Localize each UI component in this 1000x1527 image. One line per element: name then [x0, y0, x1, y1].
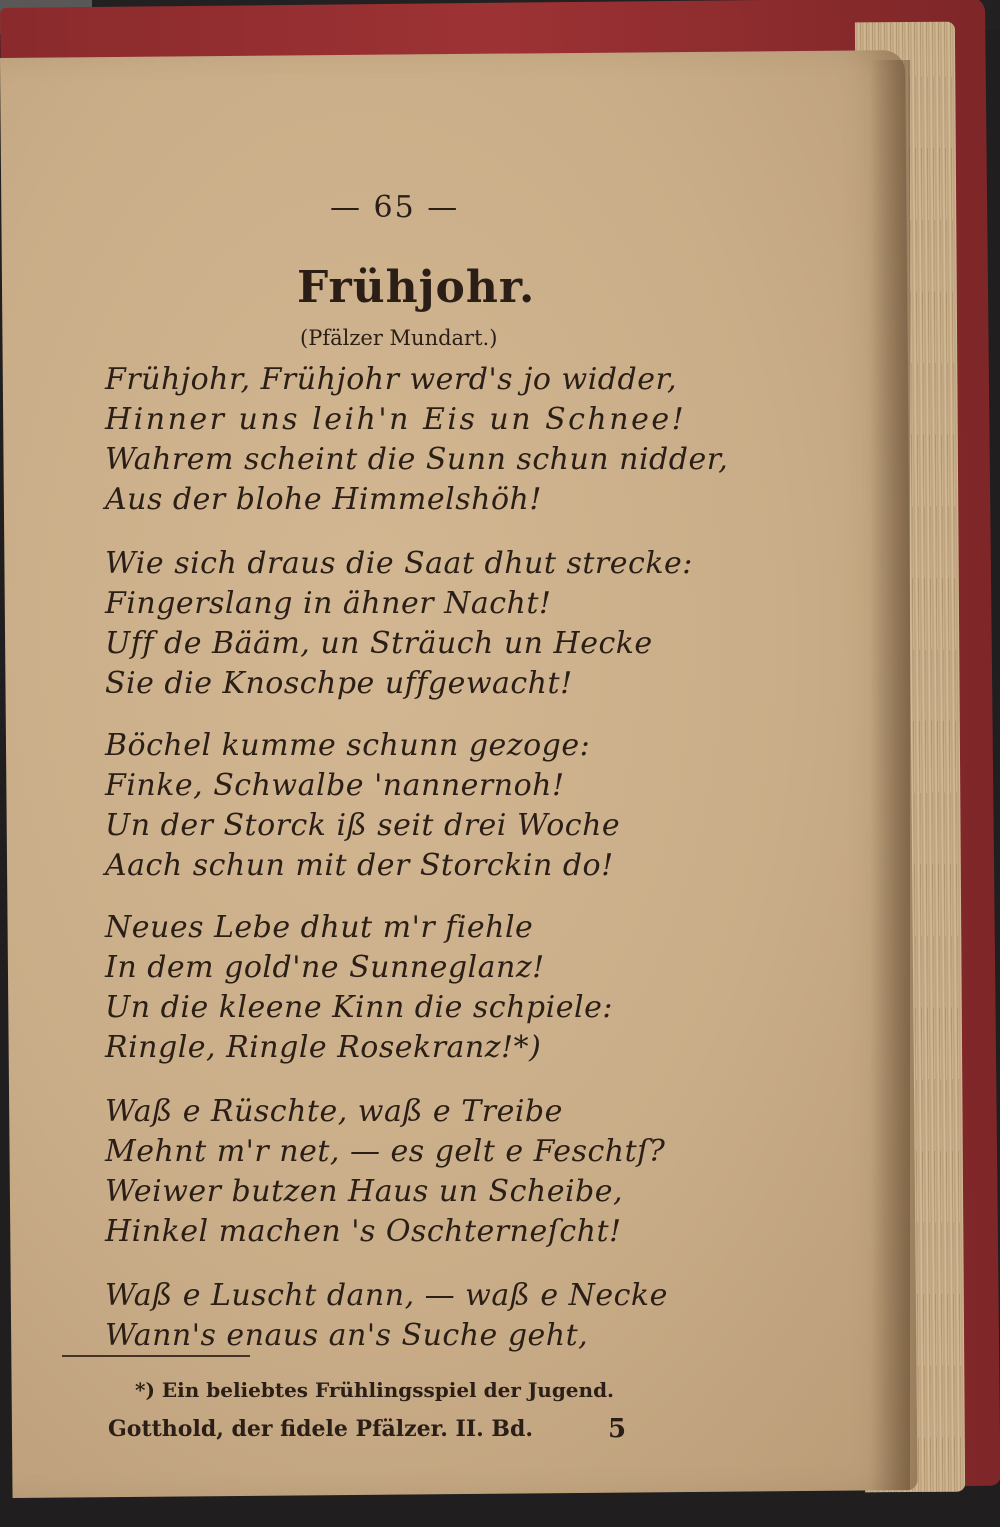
poem-subtitle: (Pfälzer Mundart.) — [300, 326, 498, 350]
verse-line: Wahrem scheint die Sunn schun nidder, — [105, 442, 729, 477]
verse-line: Uff de Bääm, un Sträuch un Hecke — [105, 626, 653, 661]
page-gutter-shadow — [870, 60, 910, 1490]
verse-line: Waß e Luscht dann, — waß e Necke — [105, 1278, 668, 1313]
verse-line: Fingerslang in ähner Nacht! — [105, 586, 552, 621]
verse-line: Un der Storck iß seit drei Woche — [105, 808, 621, 843]
sheet-number: 5 — [608, 1414, 627, 1444]
signature-line: Gotthold, der fidele Pfälzer. II. Bd. — [108, 1416, 534, 1442]
footnote: *) Ein beliebtes Frühlingsspiel der Jugend. — [135, 1378, 615, 1402]
verse-line: Finke, Schwalbe 'nannernoh! — [105, 768, 565, 803]
verse-line: Wie sich draus die Saat dhut strecke: — [105, 546, 693, 581]
verse-line: Ringle, Ringle Rosekranz!*) — [105, 1030, 542, 1065]
verse-line: Aus der blohe Himmelshöh! — [105, 482, 542, 517]
verse-line: Mehnt m'r net, — es gelt e Feschtſ? — [105, 1134, 666, 1169]
verse-line: Hinner uns leih'n Eis un Schnee! — [105, 402, 687, 437]
verse-line: Waß e Rüschte, waß e Treibe — [105, 1094, 563, 1129]
verse-line: In dem gold'ne Sunneglanz! — [105, 950, 545, 985]
verse-line: Aach schun mit der Storckin do! — [105, 848, 614, 883]
verse-line: Frühjohr, Frühjohr werd's jo widder, — [105, 362, 678, 397]
page-number: — 65 — — [330, 190, 460, 225]
verse-line: Hinkel machen 's Oschterneſcht! — [105, 1214, 622, 1249]
verse-line: Sie die Knoschpe uffgewacht! — [105, 666, 573, 701]
poem-title: Frühjohr. — [297, 262, 536, 313]
verse-line: Böchel kumme schunn gezoge: — [105, 728, 591, 763]
verse-line: Weiwer butzen Haus un Scheibe, — [105, 1174, 624, 1209]
footnote-rule — [62, 1355, 250, 1357]
verse-line: Neues Lebe dhut m'r fiehle — [105, 910, 534, 945]
verse-line: Wann's enaus an's Suche geht, — [105, 1318, 589, 1353]
verse-line: Un die kleene Kinn die schpiele: — [105, 990, 613, 1025]
